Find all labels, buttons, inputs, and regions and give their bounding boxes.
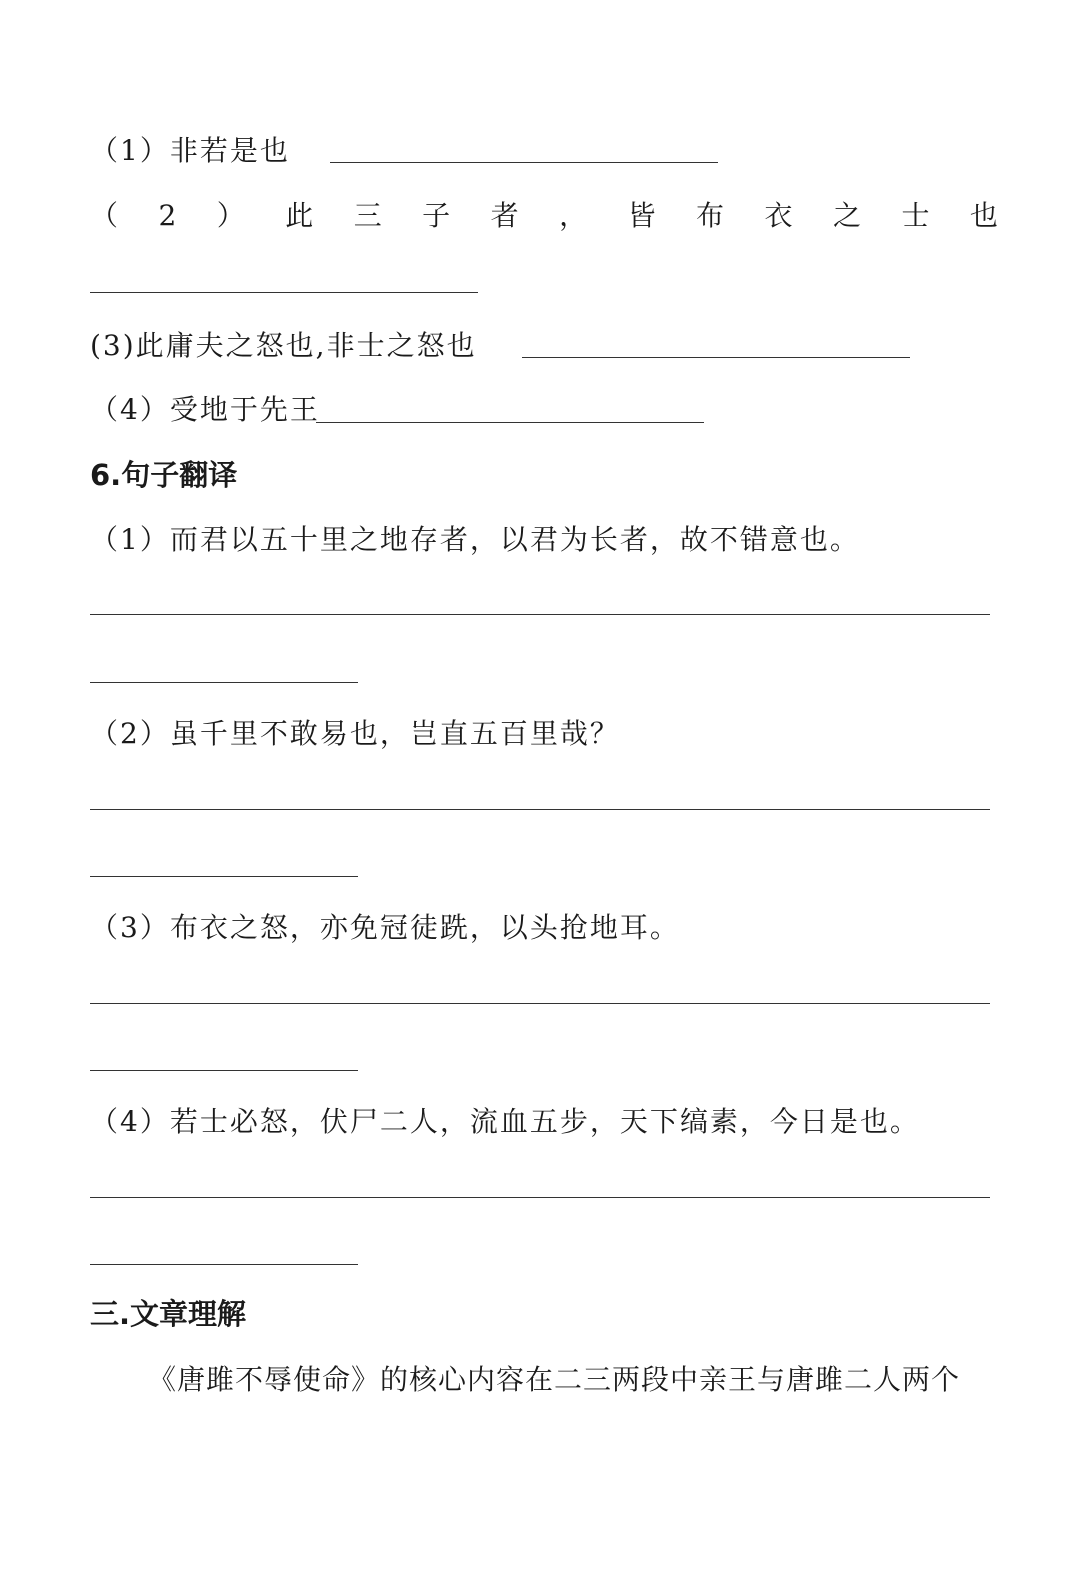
char: 子 xyxy=(422,199,451,232)
translation-blank-4a[interactable] xyxy=(90,1197,990,1198)
translation-item-3: （3）布衣之怒，亦免冠徒跣，以头抢地耳。 xyxy=(90,911,680,944)
section-6-heading: 6.句子翻译 xyxy=(90,458,238,492)
translation-blank-1b[interactable] xyxy=(90,682,358,683)
section-3-heading: 三.文章理解 xyxy=(90,1297,247,1331)
translation-blank-3a[interactable] xyxy=(90,1003,990,1004)
char: 士 xyxy=(901,199,930,232)
translation-item-2: （2）虽千里不敢易也，岂直五百里哉？ xyxy=(90,717,620,750)
answer-blank-5-3[interactable] xyxy=(522,357,910,358)
char: （ xyxy=(90,199,119,232)
item-5-1-text: （1）非若是也 xyxy=(90,134,290,167)
item-5-3-text: (3)此庸夫之怒也,非士之怒也 xyxy=(90,329,477,362)
translation-item-4: （4）若士必怒，伏尸二人，流血五步，天下缟素，今日是也。 xyxy=(90,1105,920,1138)
translation-blank-2b[interactable] xyxy=(90,876,358,877)
char: 布 xyxy=(696,199,725,232)
char: ） xyxy=(216,199,245,232)
translation-blank-2a[interactable] xyxy=(90,809,990,810)
char: 之 xyxy=(832,199,861,232)
translation-blank-4b[interactable] xyxy=(90,1264,358,1265)
char: 衣 xyxy=(764,199,793,232)
answer-blank-5-2[interactable] xyxy=(90,292,478,293)
char: 三 xyxy=(353,199,382,232)
char: 者 xyxy=(490,199,519,232)
answer-blank-5-1[interactable] xyxy=(330,162,718,163)
translation-item-1: （1）而君以五十里之地存者，以君为长者，故不错意也。 xyxy=(90,523,860,556)
section-3-paragraph: 《唐雎不辱使命》的核心内容在二三两段中亲王与唐雎二人两个 xyxy=(148,1363,961,1396)
char: 2 xyxy=(158,199,177,232)
answer-blank-5-4[interactable] xyxy=(316,422,704,423)
char: ， xyxy=(559,199,588,232)
translation-blank-1a[interactable] xyxy=(90,614,990,615)
char: 也 xyxy=(969,199,998,232)
char: 此 xyxy=(285,199,314,232)
item-5-2-text xyxy=(90,196,998,236)
char: 皆 xyxy=(627,199,656,232)
translation-blank-3b[interactable] xyxy=(90,1070,358,1071)
item-5-4-text: （4）受地于先王 xyxy=(90,393,320,426)
